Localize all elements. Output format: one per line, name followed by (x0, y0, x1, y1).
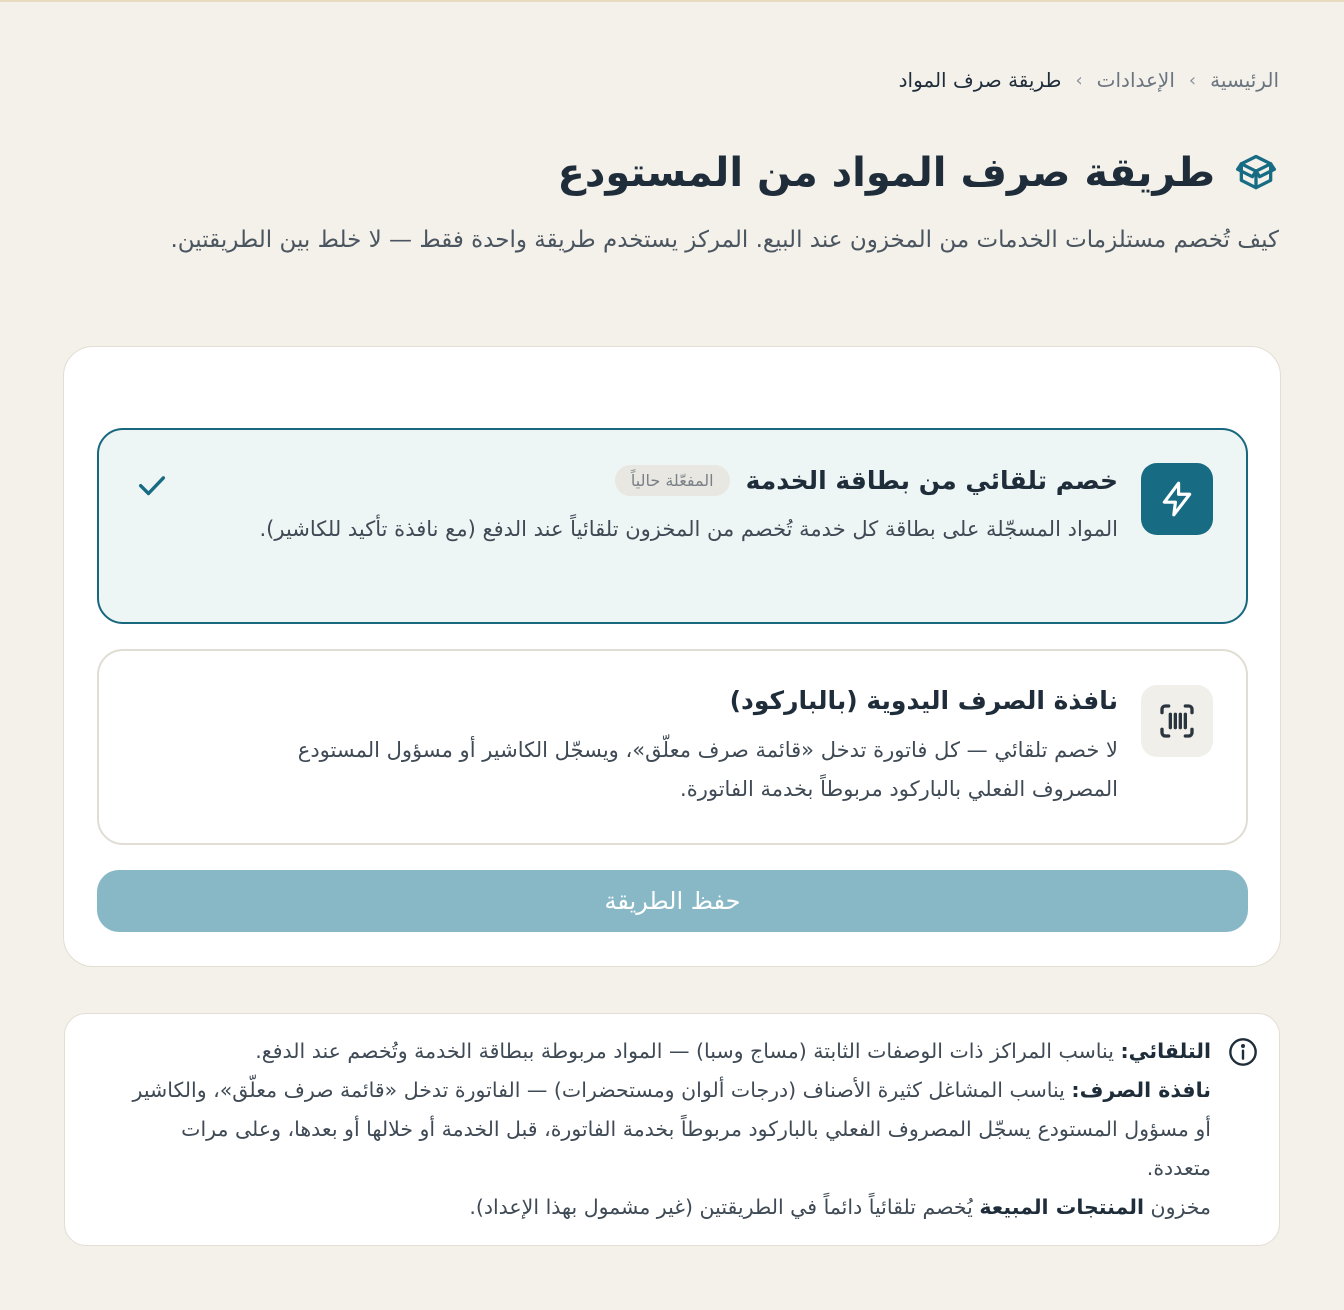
info-note (64, 1013, 1280, 1246)
option-title: نافذة الصرف اليدوية (بالباركود) (729, 686, 1118, 715)
chevron-left-icon: › (1075, 69, 1083, 91)
save-method-button[interactable]: حفظ الطريقة (97, 870, 1248, 932)
info-manual-label: نافذة الصرف: (1071, 1078, 1211, 1102)
option-auto-deduct[interactable] (97, 428, 1248, 624)
barcode-scan-icon (1141, 685, 1213, 757)
breadcrumb-settings[interactable]: الإعدادات (1096, 68, 1175, 92)
page-header (558, 150, 1279, 196)
info-auto-text: يناسب المراكز ذات الوصفات الثابتة (مساج وسبا) — المواد مربوطة ببطاقة الخدمة وتُخصم عند الدفع. (255, 1039, 1121, 1063)
info-auto-label: التلقائي: (1120, 1039, 1211, 1063)
option-description: لا خصم تلقائي — كل فاتورة تدخل «قائمة صرف معلّق»، ويسجّل الكاشير أو مسؤول المستودع المصروف الفعلي بالباركود مربوطاً بخدمة الفاتورة. (297, 738, 1118, 801)
chevron-left-icon: › (1188, 69, 1197, 91)
page-title: طريقة صرف المواد من المستودع (557, 150, 1215, 196)
method-selection-card (63, 346, 1281, 967)
status-badge: المفعّلة حالياً (615, 465, 730, 496)
breadcrumb-current: طريقة صرف المواد (898, 68, 1062, 92)
option-title: خصم تلقائي من بطاقة الخدمة (745, 466, 1118, 495)
option-manual-barcode[interactable] (97, 649, 1248, 845)
breadcrumb-home[interactable]: الرئيسية (1210, 68, 1279, 92)
info-manual-text: يناسب المشاغل كثيرة الأصناف (درجات ألوان ومستحضرات) — الفاتورة تدخل «قائمة صرف معلّق»، والكاشير أو مسؤول المستودع يسجّل المصروف الفعلي بالباركود مربوطاً بخدمة الفاتورة، قبل الخدمة أو خلالها أو بعدها، وعلى مرات متعددة. (132, 1078, 1211, 1180)
breadcrumb (899, 68, 1279, 92)
page-subtitle: كيف تُخصم مستلزمات الخدمات من المخزون عند البيع. المركز يستخدم طريقة واحدة فقط — لا خلط بين الطريقتين. (170, 227, 1279, 253)
check-icon (135, 468, 169, 502)
info-text (121, 1032, 1211, 1227)
info-products-label: المنتجات المبيعة (979, 1195, 1144, 1219)
lightning-icon (1141, 463, 1213, 535)
package-icon (1233, 150, 1279, 196)
option-description: المواد المسجّلة على بطاقة كل خدمة تُخصم من المخزون تلقائياً عند الدفع (مع نافذة تأكيد للكاشير). (259, 517, 1118, 541)
info-icon (1227, 1036, 1259, 1068)
info-products-prefix: مخزون (1144, 1195, 1211, 1219)
info-products-text: يُخصم تلقائياً دائماً في الطريقتين (غير مشمول بهذا الإعداد). (469, 1195, 980, 1219)
